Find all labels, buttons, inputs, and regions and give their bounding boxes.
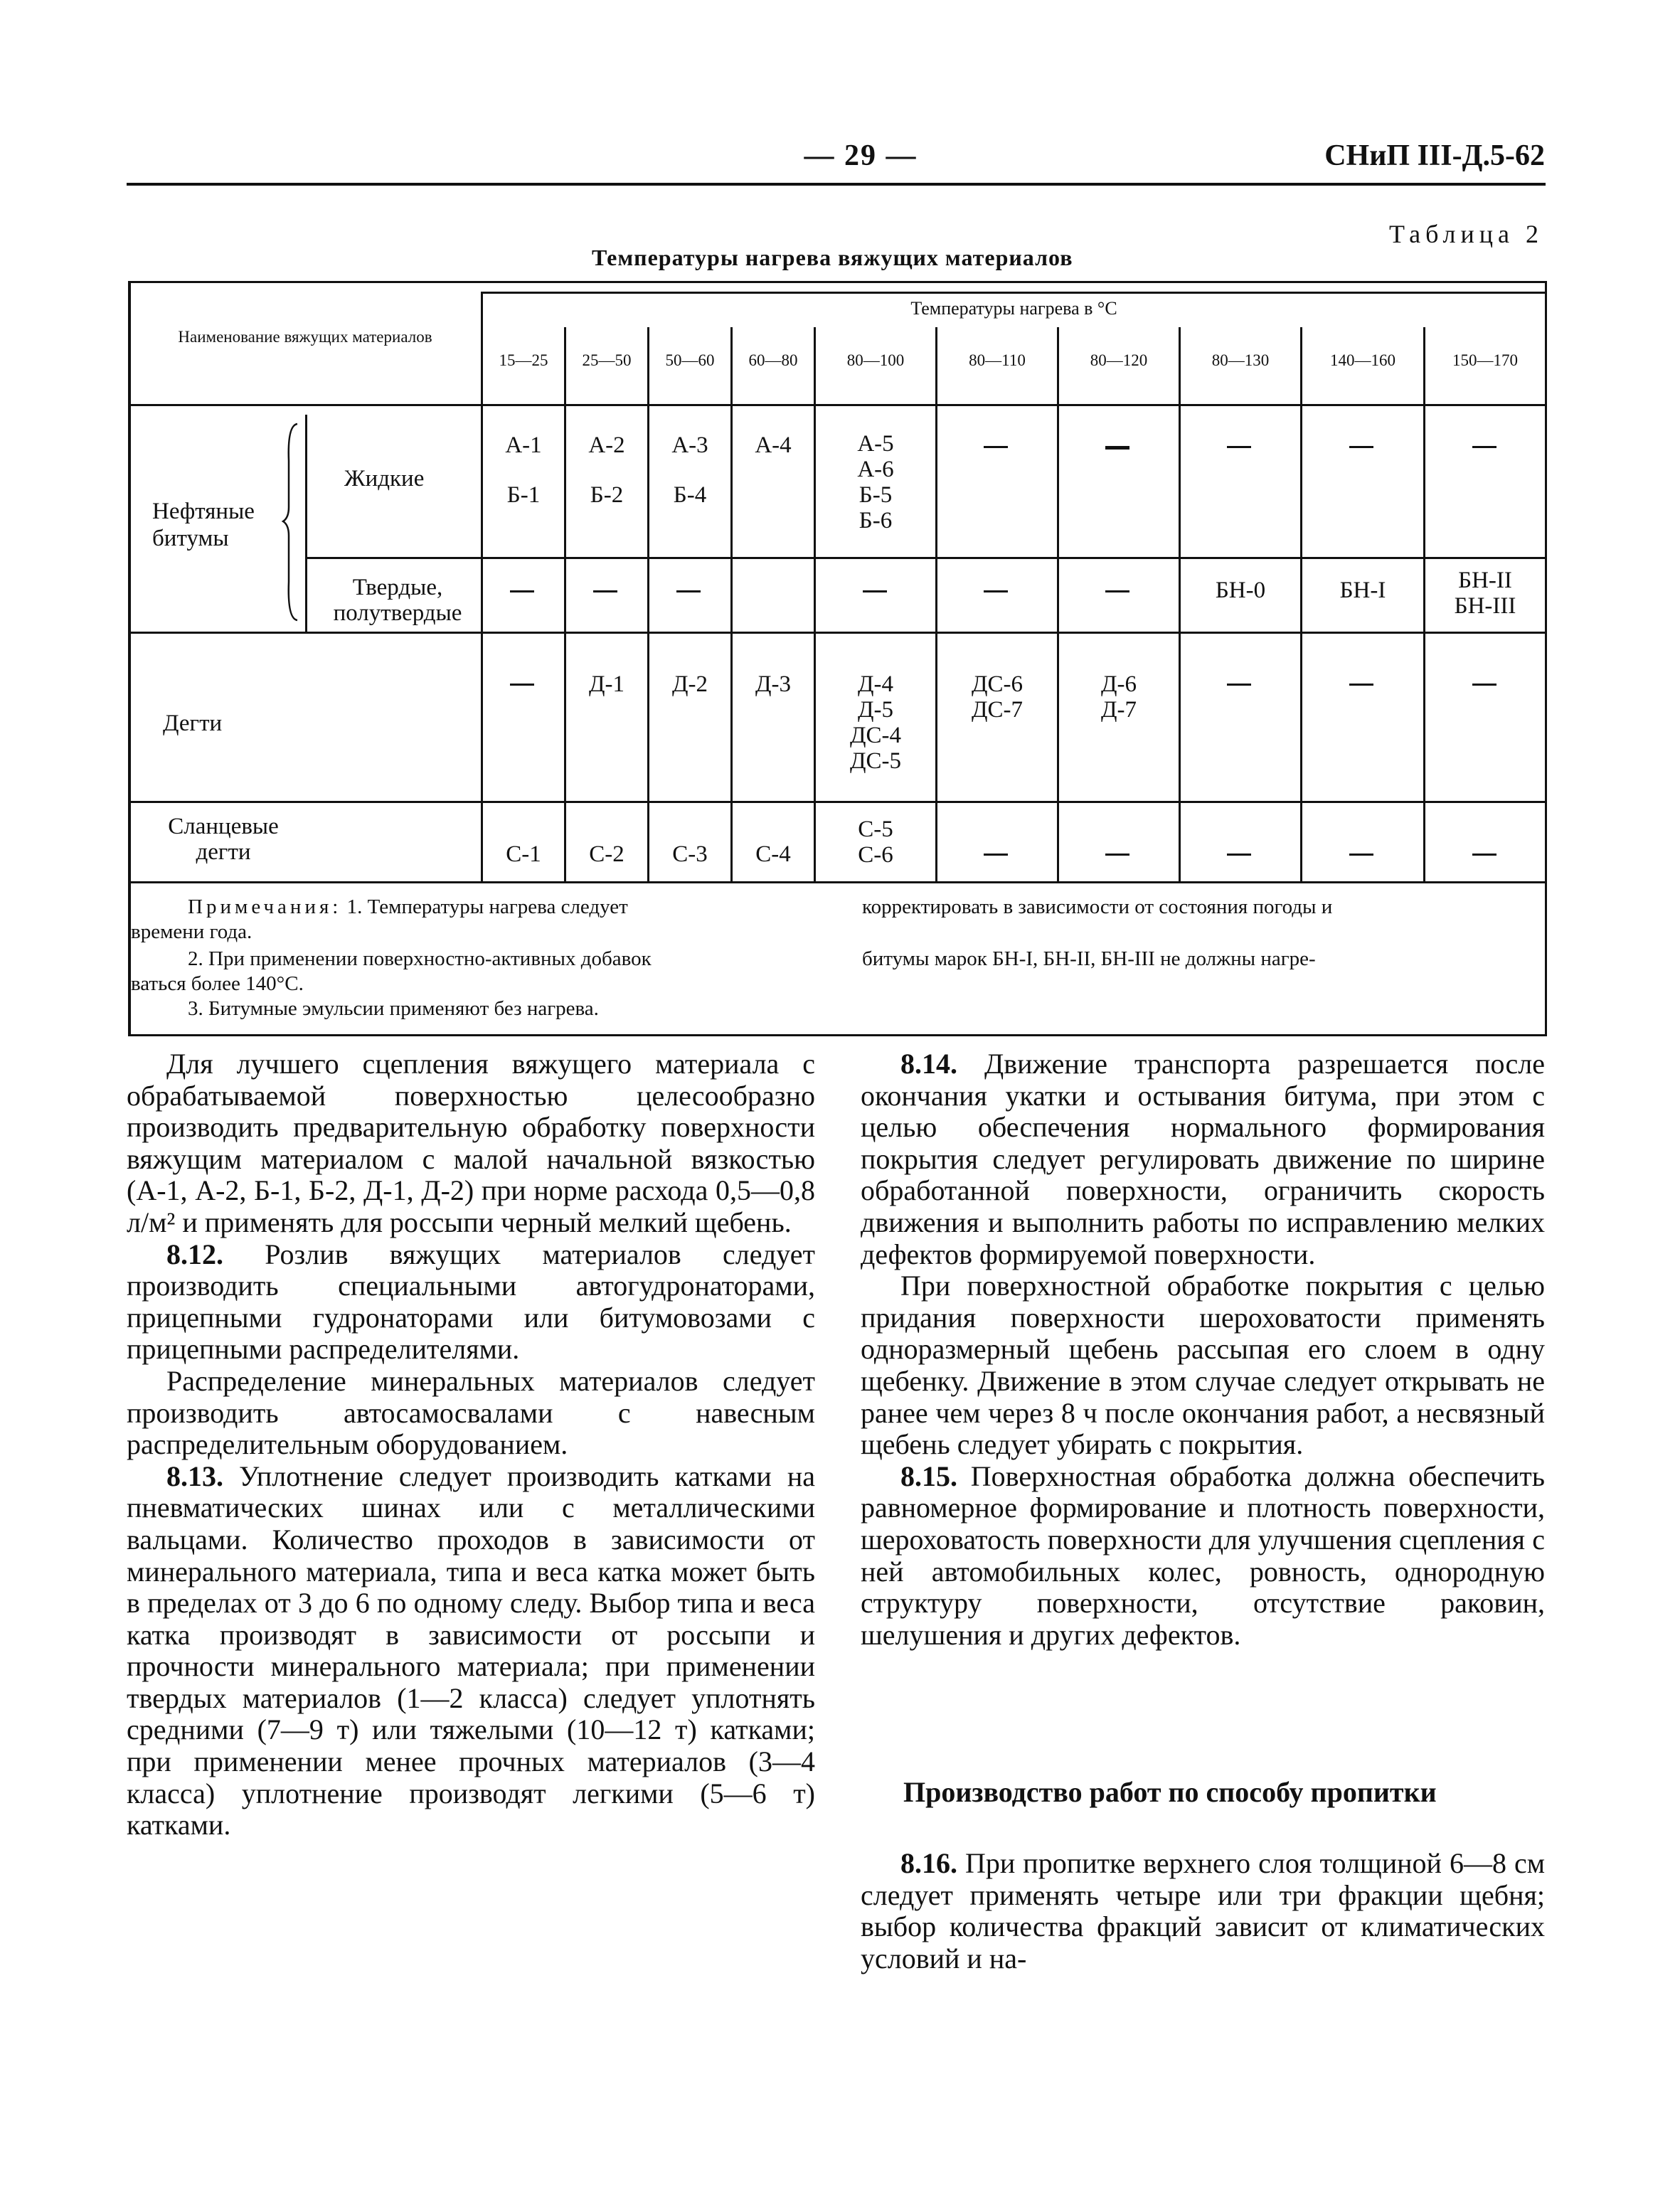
group-bitumen-label: Нефтяные битумы <box>152 499 255 551</box>
cell: БН-0 <box>1215 578 1266 603</box>
table-rule <box>305 557 1546 559</box>
dash <box>1472 446 1496 448</box>
cell: С-3 <box>672 841 708 867</box>
dash <box>593 590 617 592</box>
paragraph: 8.15. Поверхностная обработка должна обеспечить равномерное формирование и плотность поверхности, шероховатость поверхности для улучшения сцепления с ней автомобильных колес, ровность, однородную структуру поверхности, отсутствие раковин, шелушения и других дефектов. <box>861 1460 1545 1651</box>
cell: Б-6 <box>858 508 893 533</box>
range-header: 80—110 <box>969 351 1026 369</box>
dash <box>1472 684 1496 686</box>
dash <box>510 590 534 592</box>
table-rule <box>131 881 1546 883</box>
range-header: 50—60 <box>665 351 715 369</box>
row-solid-label: Твердые, полутвердые <box>333 575 462 626</box>
table-col-rule <box>647 327 649 881</box>
note-1-right: корректировать в зависимости от состояния погоды и <box>862 895 1333 918</box>
document-code: СНиП III-Д.5-62 <box>1324 139 1545 172</box>
table-title: Температуры нагрева вяжущих материалов <box>592 245 1073 270</box>
table-label: Таблица 2 <box>1389 220 1543 248</box>
brace-icon <box>282 418 303 624</box>
cell: А-4 <box>755 432 792 458</box>
dash <box>984 854 1008 856</box>
cell: БН-II <box>1458 568 1512 593</box>
cell: ДС-6 <box>971 671 1023 697</box>
cell: С-2 <box>589 841 624 867</box>
note-2-cont: ваться более 140°С. <box>131 972 304 995</box>
section-heading: Производство работ по способу пропитки <box>903 1776 1437 1808</box>
paragraph: 8.12. Розлив вяжущих материалов следует производить специальными автогудронаторами, прицепными гудронаторами или битумовозами с прицепными распределителями. <box>127 1238 815 1366</box>
paragraph: 8.13. Уплотнение следует производить катками на пневматических шинах или с металлическими вальцами. Количество проходов в зависимости от минерального материала, типа и веса катка может быть в пределах от 3 до 6 по одному следу. Выбор типа и веса катка производят в зависимости от россыпи и прочности минерального материала; при применении твердых материалов (1—2 класса) следует уплотнять средними (7—9 т) или тяжелыми (10—12 т) катками; при применении менее прочных материалов (3—4 класса) уплотнение производят легкими (5—6 т) катками. <box>127 1460 816 1841</box>
cell: Д-4 <box>858 671 893 697</box>
cell: Д-5 <box>858 697 893 723</box>
cell: С-5 <box>858 817 893 842</box>
dash <box>984 446 1008 448</box>
paragraph: При поверхностной обработке покрытия с целью придания поверхности шероховатости применять одноразмерный щебень рассыпая его слоем в одну щебенку. Движение в этом случае следует открывать не ранее чем через 8 ч после окончания работ, а несвязный щебень следует убирать с покрытия. <box>861 1270 1545 1461</box>
table-rule <box>131 801 1546 803</box>
cell: Б-2 <box>590 482 624 508</box>
cell: С-4 <box>755 841 791 867</box>
note-2-right: битумы марок БН-I, БН-II, БН-III не должны нагре- <box>862 947 1316 970</box>
dash <box>1105 854 1129 856</box>
range-header: 80—120 <box>1090 351 1148 369</box>
dash <box>510 684 534 686</box>
cell: А-3 <box>671 432 708 458</box>
range-header: 60—80 <box>748 351 798 369</box>
cell: Д-1 <box>589 671 624 697</box>
group-header: Температуры нагрева в °С <box>910 298 1117 319</box>
row-shale-label: Сланцевые дегти <box>168 814 279 865</box>
cell: Д-2 <box>672 671 708 697</box>
dash <box>1227 854 1251 856</box>
note-2-left: 2. При применении поверхностно-активных добавок <box>188 947 652 970</box>
row-liquid-label: Жидкие <box>344 466 425 491</box>
cell: А-2 <box>588 432 625 458</box>
paragraph: Распределение минеральных материалов следует производить автосамосвалами с навесным распределительным оборудованием. <box>127 1364 815 1461</box>
cell: А-5 <box>857 431 894 457</box>
table-rule <box>131 404 1546 406</box>
range-header: 80—130 <box>1211 351 1270 369</box>
cell: БН-III <box>1454 593 1516 619</box>
cell: А-1 <box>505 432 542 458</box>
table-col-rule <box>1179 327 1181 881</box>
cell: С-6 <box>858 842 893 868</box>
range-header: 25—50 <box>582 351 632 369</box>
note-1-cont: времени года. <box>131 920 252 943</box>
dash <box>676 590 701 592</box>
dash <box>1105 590 1129 592</box>
dash <box>1227 684 1251 686</box>
right-column <box>861 1048 1545 1651</box>
dash <box>1349 446 1373 448</box>
cell: Б-1 <box>506 482 541 508</box>
table-col-rule <box>730 327 733 881</box>
cell: А-6 <box>857 457 894 482</box>
dash <box>1349 854 1373 856</box>
dash <box>984 590 1008 592</box>
table-col-rule <box>1057 327 1059 881</box>
cell: Б-5 <box>858 482 893 508</box>
table-col-rule <box>1300 327 1302 881</box>
note-1-left: Примечания: 1. Температуры нагрева следует <box>188 895 628 918</box>
cell: БН-I <box>1339 578 1386 603</box>
dash <box>1472 854 1496 856</box>
right-column-continued <box>861 1848 1545 1974</box>
dash <box>1105 446 1129 450</box>
table-rule <box>131 632 1546 634</box>
cell: ДС-4 <box>849 723 901 748</box>
table-col-rule <box>564 327 566 881</box>
col-header-name: Наименование вяжущих материалов <box>178 328 432 346</box>
range-header: 140—160 <box>1330 351 1395 369</box>
table-col-rule <box>305 415 307 632</box>
cell: ДС-7 <box>971 697 1023 723</box>
paragraph: 8.14. Движение транспорта разрешается после окончания укатки и остывания битума, при этом с целью обеспечения нормального формирования покрытия следует регулировать движение по ширине обработанной поверхности, ограничить скорость движения и выполнить работы по исправлению мелких дефектов формируемой поверхности. <box>861 1048 1546 1270</box>
temperature-table <box>128 281 1547 1036</box>
range-header: 80—100 <box>846 351 905 369</box>
table-col-rule <box>814 327 816 881</box>
paragraph: Для лучшего сцепления вяжущего материала с обрабатываемой поверхностью целесообразно производить предварительную обработку поверхности вяжущим материалом с малой начальной вязкостью (А-1, А-2, Б-1, Б-2, Д-1, Д-2) при норме расхода 0,5—0,8 л/м² и применять для россыпи черный мелкий щебень. <box>127 1048 815 1238</box>
dash <box>1227 446 1251 448</box>
page-number: — 29 — <box>804 139 918 172</box>
cell: Д-7 <box>1101 697 1137 723</box>
left-column <box>127 1048 815 1841</box>
cell: Д-6 <box>1101 671 1137 697</box>
cell: Д-3 <box>755 671 791 697</box>
table-col-rule <box>481 292 483 881</box>
paragraph: 8.16. При пропитке верхнего слоя толщиной 6—8 см следует применять четыре или три фракции щебня; выбор количества фракций зависит от климатических условий и на- <box>861 1847 1546 1974</box>
dash <box>1349 684 1373 686</box>
range-header: 15—25 <box>499 351 548 369</box>
table-rule <box>483 292 1545 294</box>
range-header: 150—170 <box>1452 351 1518 369</box>
note-3: 3. Битумные эмульсии применяют без нагрева. <box>188 997 599 1020</box>
cell: Б-4 <box>673 482 707 508</box>
header-rule <box>127 183 1546 186</box>
cell: С-1 <box>506 841 541 867</box>
table-col-rule <box>935 327 937 881</box>
dash <box>863 590 887 592</box>
cell: ДС-5 <box>849 748 901 774</box>
row-tars-label: Дегти <box>163 711 223 736</box>
